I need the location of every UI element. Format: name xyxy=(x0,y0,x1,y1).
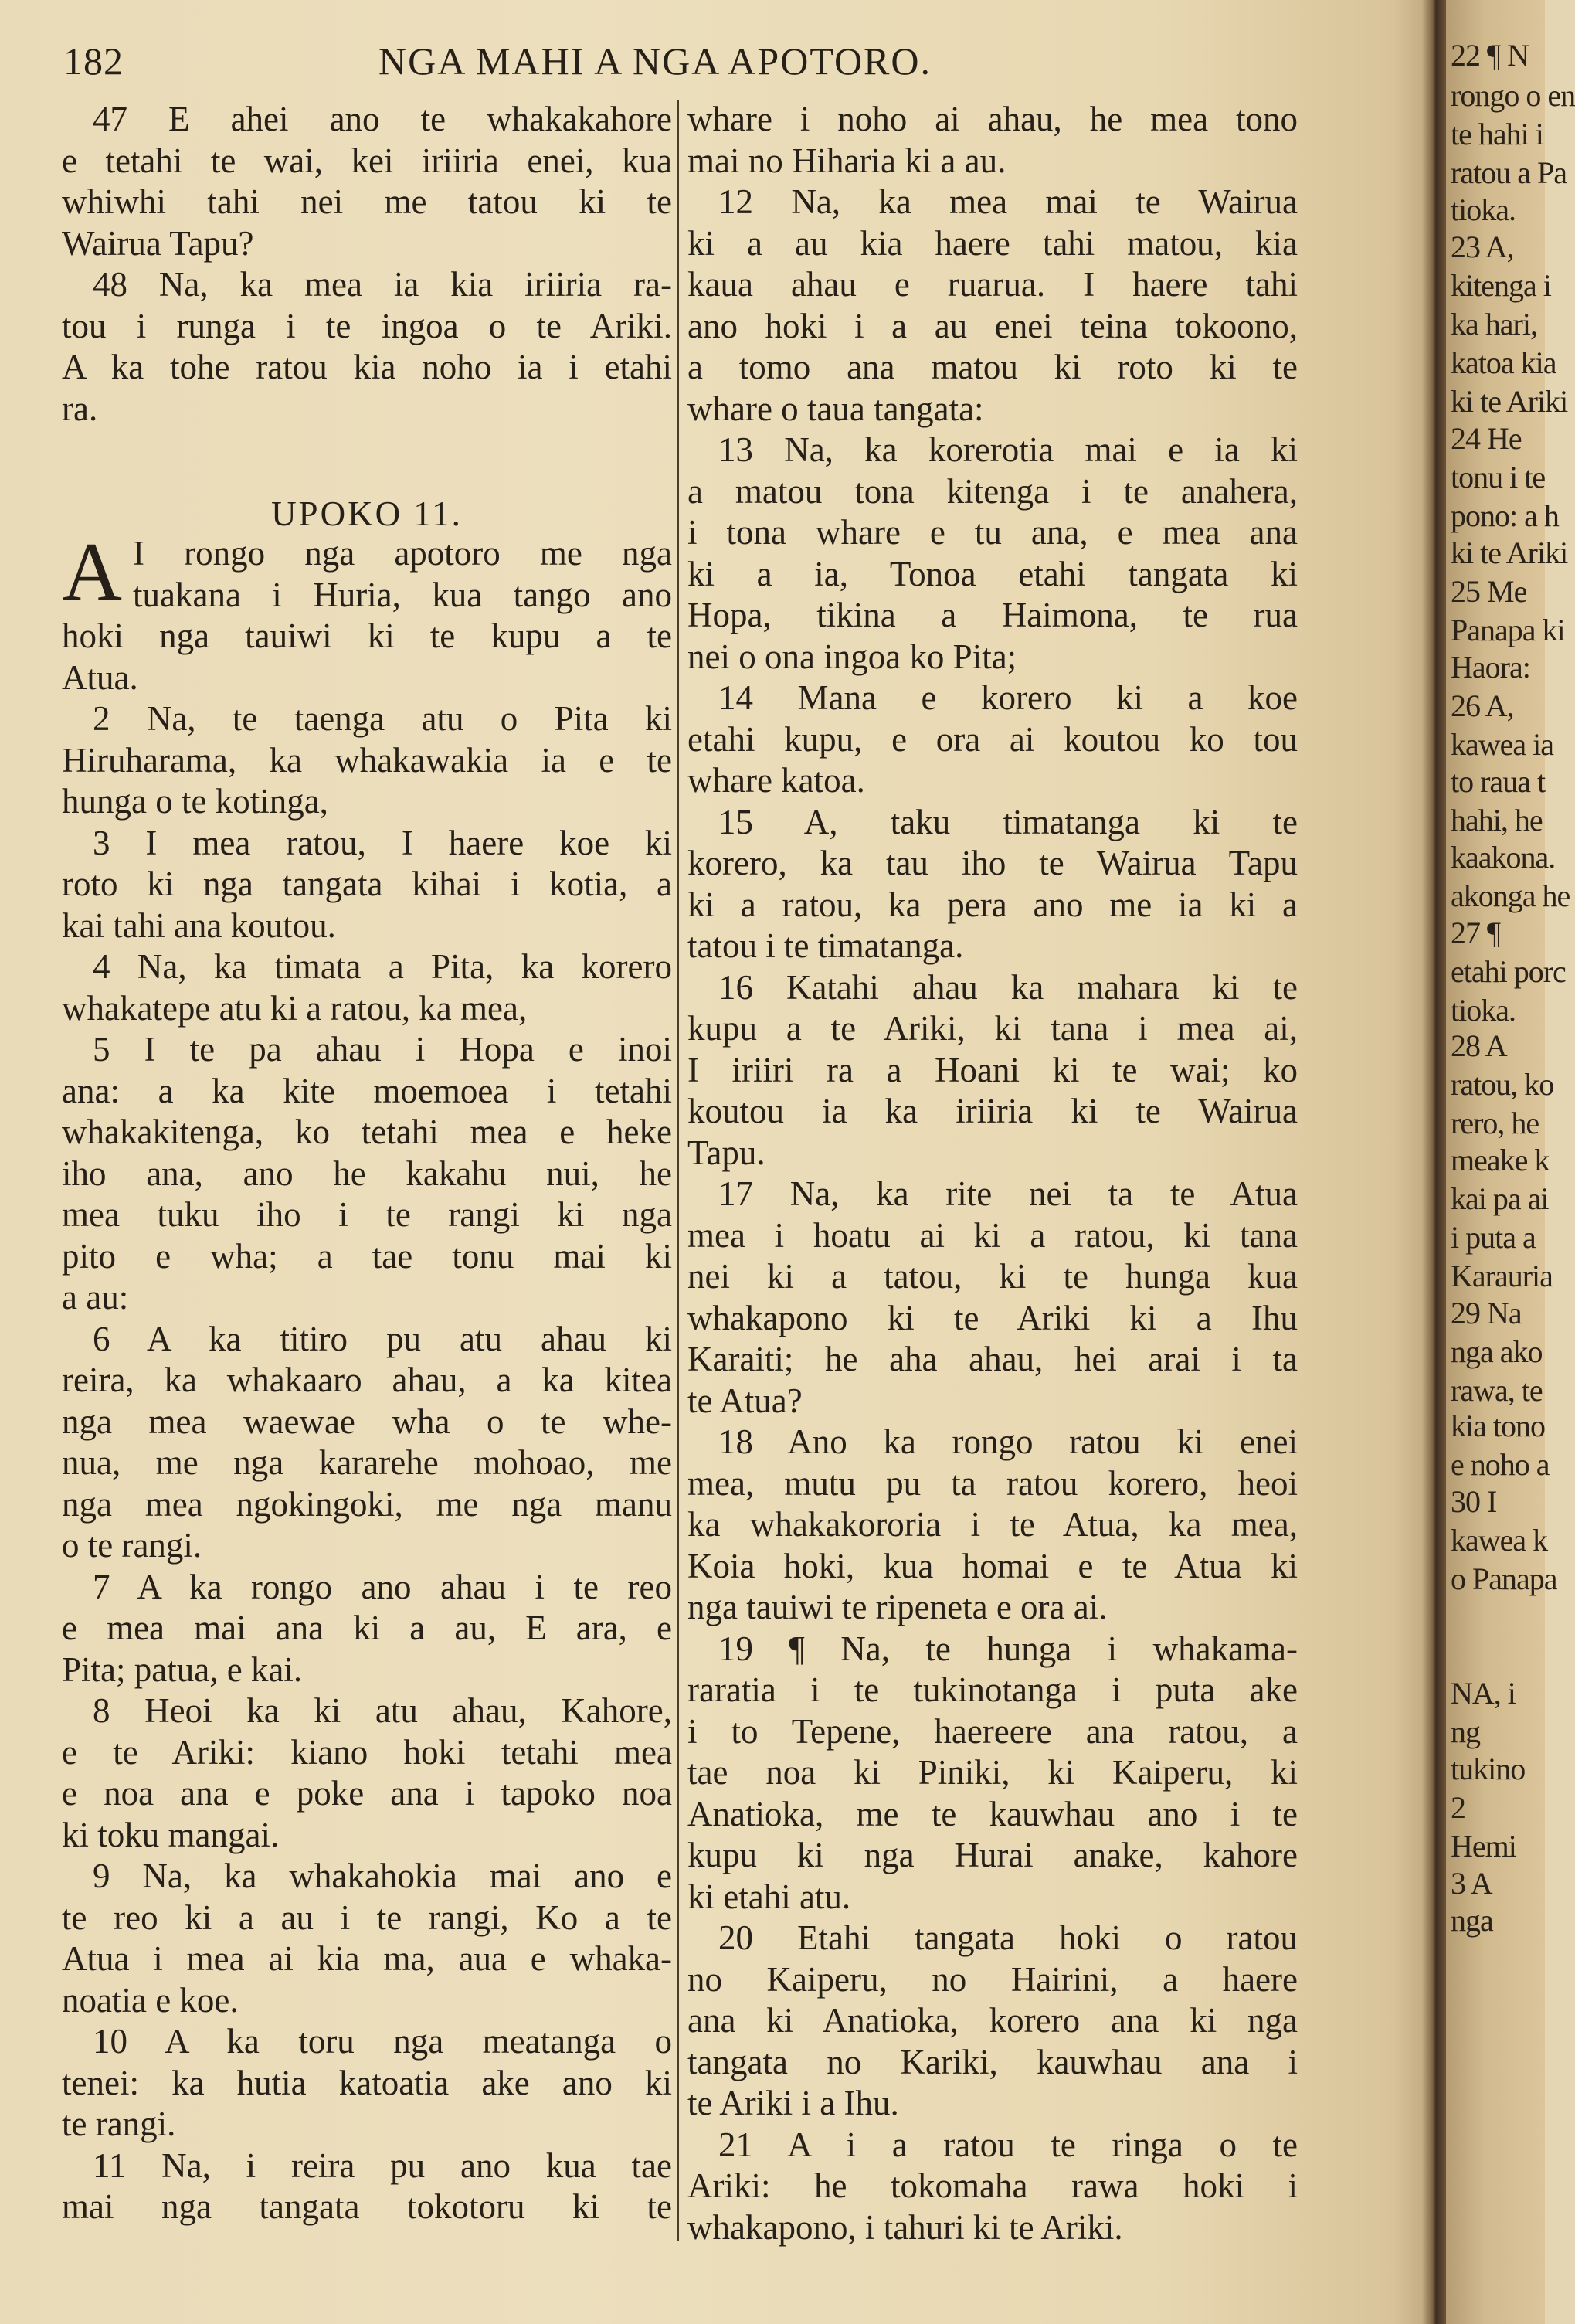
text-line: Tapu. xyxy=(687,1133,765,1172)
text-line: whakapono, i tahuri ki te Ariki. xyxy=(687,2207,1123,2247)
facing-page-text-line: 27 ¶ xyxy=(1451,916,1501,950)
facing-page-text-line: o Panapa xyxy=(1451,1561,1557,1596)
text-line: te Ariki i a Ihu. xyxy=(687,2084,899,2122)
text-line: a tomo ana matou ki roto ki te xyxy=(687,348,1298,386)
facing-page-text-line: tioka. xyxy=(1451,192,1516,227)
text-line: e te Ariki: kiano hoki tetahi mea xyxy=(62,1732,672,1772)
text-line: te Atua? xyxy=(687,1381,803,1420)
facing-page-text-line: 25 Me xyxy=(1451,574,1527,609)
facing-page-text-line: ng xyxy=(1451,1714,1480,1749)
facing-page-text-line: ratou a Pa xyxy=(1451,155,1567,190)
facing-page-text-line: etahi porc xyxy=(1451,954,1566,989)
facing-page-text-line: 22 ¶ N xyxy=(1451,38,1529,73)
text-line: nga mea ngokingoki, me nga manu xyxy=(62,1484,672,1524)
left-column xyxy=(62,99,672,2228)
text-line: i tona whare e tu ana, e mea ana xyxy=(687,513,1298,552)
column-divider xyxy=(677,100,679,2241)
facing-page-text-line: i puta a xyxy=(1451,1220,1536,1255)
facing-page-text-line: hahi, he xyxy=(1451,803,1543,838)
text-line: nei o ona ingoa ko Pita; xyxy=(687,637,1017,676)
text-line: Wairua Tapu? xyxy=(62,223,254,263)
text-line: te reo ki a au i te rangi, Ko a te xyxy=(62,1898,672,1937)
text-line: 5 I te pa ahau i Hopa e inoi xyxy=(93,1030,672,1069)
text-line: ana ki Anatioka, korero ana ki nga xyxy=(687,2001,1298,2040)
text-line: nga mea waewae wha o te whe- xyxy=(62,1402,672,1441)
text-line: whakakitenga, ko tetahi mea e heke xyxy=(62,1113,672,1151)
text-line: hoki nga tauiwi ki te kupu a te xyxy=(62,617,672,655)
text-line: whakapono ki te Ariki ki a Ihu xyxy=(687,1298,1298,1337)
facing-page-text-line: Hemi xyxy=(1451,1829,1516,1864)
text-line: tae noa ki Piniki, ki Kaiperu, ki xyxy=(687,1753,1298,1792)
text-line: e mea mai ana ki a au, E ara, e xyxy=(62,1609,672,1647)
text-line: ki etahi atu. xyxy=(687,1877,851,1916)
text-line: mea i hoatu ai ki a ratou, ki tana xyxy=(687,1215,1298,1255)
facing-page-text-line: nga ako xyxy=(1451,1334,1543,1369)
facing-page-text-line: kawea k xyxy=(1451,1523,1548,1558)
facing-page-text-line: ki te Ariki xyxy=(1451,384,1568,419)
text-line: o te rangi. xyxy=(62,1526,202,1565)
text-line: whare o taua tangata: xyxy=(687,389,984,428)
text-line: whakatepe atu ki a ratou, ka mea, xyxy=(62,988,528,1028)
text-line: tenei: ka hutia katoatia ake ano ki xyxy=(62,2063,672,2102)
text-line: mai no Hiharia ki a au. xyxy=(687,141,1006,180)
text-line: a au: xyxy=(62,1278,129,1317)
text-line: kaua ahau e ruarua. I haere tahi xyxy=(687,265,1298,304)
facing-page-text-line: 23 A, xyxy=(1451,229,1514,264)
facing-page-text-line: rawa, te xyxy=(1451,1373,1543,1408)
text-line: kupu a te Ariki, ki tana i mea ai, xyxy=(687,1009,1298,1048)
facing-page-text-line: ratou, ko xyxy=(1451,1067,1554,1102)
text-line: tou i runga i te ingoa o te Ariki. xyxy=(62,306,672,345)
text-line: raratia i te tukinotanga i puta ake xyxy=(687,1670,1298,1709)
text-line: kai tahi ana koutou. xyxy=(62,905,336,945)
facing-page-text-line: e noho a xyxy=(1451,1447,1550,1482)
text-line: 14 Mana e korero ki a koe xyxy=(718,678,1298,717)
text-line: 9 Na, ka whakahokia mai ano e xyxy=(93,1857,672,1895)
facing-page-text-line: kawea ia xyxy=(1451,727,1554,762)
text-line: mea, mutu pu ta ratou korero, heoi xyxy=(687,1463,1298,1503)
facing-page-text-line: katoa kia xyxy=(1451,345,1556,380)
text-line: I iriiri ra a Hoani ki te wai; ko xyxy=(687,1050,1298,1089)
facing-page-text-line: meake k xyxy=(1451,1143,1550,1177)
text-line: Atua i mea ai kia ma, aua e whaka- xyxy=(62,1939,672,1978)
text-line: hunga o te kotinga, xyxy=(62,782,328,821)
facing-page-text-line: nga xyxy=(1451,1903,1493,1938)
spacer xyxy=(62,430,672,471)
text-line: te rangi. xyxy=(62,2105,176,2143)
text-line: I rongo nga apotoro me nga xyxy=(133,534,672,573)
text-line: Hiruharama, ka whakawakia ia e te xyxy=(62,740,672,780)
text-line: Anatioka, me te kauwhau ano i te xyxy=(687,1794,1298,1833)
text-line: kupu ki nga Hurai anake, kahore xyxy=(687,1836,1298,1874)
facing-page-text-line: tukino xyxy=(1451,1751,1526,1786)
text-line: nga tauiwi te ripeneta e ora ai. xyxy=(687,1588,1108,1626)
text-line: i to Tepene, haereere ana ratou, a xyxy=(687,1711,1298,1751)
text-line: Ariki: he tokomaha rawa hoki i xyxy=(687,2166,1298,2205)
text-line: 12 Na, ka mea mai te Wairua xyxy=(718,182,1298,221)
text-line: ano hoki i a au enei teina tokoono, xyxy=(687,306,1298,345)
text-line: Koia hoki, kua homai e te Atua ki xyxy=(687,1546,1298,1585)
text-line: whiwhi tahi nei me tatou ki te xyxy=(62,182,672,221)
drop-cap: A xyxy=(62,526,122,618)
text-line: nei ki a tatou, ki te hunga kua xyxy=(687,1257,1298,1296)
facing-page-text-line: kitenga i xyxy=(1451,268,1551,303)
text-line: 10 A ka toru nga meatanga o xyxy=(93,2022,672,2061)
text-line: tatou i te timatanga. xyxy=(687,926,964,965)
facing-page-text-line: rongo o en xyxy=(1451,78,1575,113)
text-line: etahi kupu, e ora ai koutou ko tou xyxy=(687,719,1298,759)
text-line: whare katoa. xyxy=(687,761,865,800)
facing-page-text-line: akonga he xyxy=(1451,878,1570,913)
text-line: koutou ia ka iriiria ki te Wairua xyxy=(687,1092,1298,1130)
facing-page-text-line: kia tono xyxy=(1451,1408,1545,1443)
facing-page-text-line: kaakona. xyxy=(1451,840,1556,875)
page-number: 182 xyxy=(63,39,124,83)
text-line: 19 ¶ Na, te hunga i whakama- xyxy=(718,1629,1298,1668)
text-line: 15 A, taku timatanga ki te xyxy=(718,802,1298,841)
text-line: ki a au kia haere tahi matou, kia xyxy=(687,223,1298,263)
facing-page-text-line: pono: a h xyxy=(1451,498,1559,533)
text-line: ki a ia, Tonoa etahi tangata ki xyxy=(687,554,1298,593)
running-title: NGA MAHI A NGA APOTORO. xyxy=(378,39,932,83)
text-line: e tetahi te wai, kei iriiria enei, kua xyxy=(62,141,672,180)
text-line: mea tuku iho i te rangi ki nga xyxy=(62,1195,672,1234)
text-line: ra. xyxy=(62,389,98,428)
book-gutter xyxy=(1421,0,1446,2324)
facing-page-text-line: kai pa ai xyxy=(1451,1181,1549,1216)
text-line: nua, me nga kararehe mohoao, me xyxy=(62,1443,672,1482)
text-line: 16 Katahi ahau ka mahara ki te xyxy=(718,967,1298,1007)
text-line: ki toku mangai. xyxy=(62,1815,280,1854)
chapter-heading: UPOKO 11. xyxy=(271,494,463,533)
facing-page-text-line: te hahi i xyxy=(1451,117,1543,151)
text-line: noatia e koe. xyxy=(62,1980,239,2020)
text-line: ana: a ka kite moemoea i tetahi xyxy=(62,1071,672,1110)
text-line: tuakana i Huria, kua tango ano xyxy=(133,575,672,614)
text-line: tangata no Kariki, kauwhau ana i xyxy=(687,2042,1298,2081)
text-line: iho ana, ano he kakahu nui, he xyxy=(62,1154,672,1193)
facing-page-text-line: to raua t xyxy=(1451,764,1546,799)
text-line: no Kaiperu, no Hairini, a haere xyxy=(687,1959,1298,1999)
chapter-opening xyxy=(62,526,672,618)
text-line: Hopa, tikina a Haimona, te rua xyxy=(687,596,1298,634)
text-line: 4 Na, ka timata a Pita, ka korero xyxy=(93,947,672,986)
facing-page-text-line: tonu i te xyxy=(1451,460,1546,494)
text-line: 47 E ahei ano te whakakahore xyxy=(93,100,672,138)
page-header xyxy=(63,39,1299,93)
facing-page-text-line: Karauria xyxy=(1451,1259,1553,1293)
text-line: roto ki nga tangata kihai i kotia, a xyxy=(62,865,672,903)
text-line: mai nga tangata tokotoru ki te xyxy=(62,2187,672,2226)
text-line: 8 Heoi ka ki atu ahau, Kahore, xyxy=(93,1691,672,1730)
facing-page-text-line: ka hari, xyxy=(1451,307,1537,341)
text-line: 17 Na, ka rite nei ta te Atua xyxy=(718,1174,1298,1213)
text-line: 13 Na, ka korerotia mai e ia ki xyxy=(718,430,1298,469)
text-line: a matou tona kitenga i te anahera, xyxy=(687,471,1298,511)
text-line: 20 Etahi tangata hoki o ratou xyxy=(718,1918,1298,1957)
text-line: Pita; patua, e kai. xyxy=(62,1650,303,1689)
text-line: reira, ka whakaaro ahau, a ka kitea xyxy=(62,1361,672,1399)
text-line: Karaiti; he aha ahau, hei arai i ta xyxy=(687,1340,1298,1378)
text-line: e noa ana e poke ana i tapoko noa xyxy=(62,1774,672,1813)
facing-page-text-line: 26 A, xyxy=(1451,688,1514,723)
right-column xyxy=(687,99,1298,2248)
facing-page-text-line: NA, i xyxy=(1451,1676,1516,1711)
facing-page-text-line: Haora: xyxy=(1451,650,1530,685)
facing-page-text-line: 30 I xyxy=(1451,1484,1497,1519)
text-line: 2 Na, te taenga atu o Pita ki xyxy=(93,699,672,738)
text-line: 18 Ano ka rongo ratou ki enei xyxy=(718,1422,1298,1461)
text-line: pito e wha; a tae tonu mai ki xyxy=(62,1236,672,1276)
facing-page-edge xyxy=(1446,0,1575,2324)
text-line: 7 A ka rongo ano ahau i te reo xyxy=(93,1567,672,1606)
facing-page-text-line: 3 A xyxy=(1451,1866,1492,1901)
text-line: A ka tohe ratou kia noho ia i etahi xyxy=(62,348,672,386)
facing-page-text-line: Panapa ki xyxy=(1451,613,1565,647)
facing-page-text-line: tioka. xyxy=(1451,993,1516,1028)
text-line: 48 Na, ka mea ia kia iriiria ra- xyxy=(93,265,672,304)
text-line: ka whakakororia i te Atua, ka mea, xyxy=(687,1505,1298,1544)
text-line: 3 I mea ratou, I haere koe ki xyxy=(93,823,672,862)
text-line: 11 Na, i reira pu ano kua tae xyxy=(93,2146,672,2185)
facing-page-text-line: ki te Ariki xyxy=(1451,535,1568,570)
text-line: Atua. xyxy=(62,657,138,697)
text-line: 21 A i a ratou te ringa o te xyxy=(718,2125,1298,2164)
facing-page-text-line: 24 He xyxy=(1451,421,1522,456)
text-line: whare i noho ai ahau, he mea tono xyxy=(687,100,1298,138)
facing-page-text-line: 2 xyxy=(1451,1790,1465,1825)
text-line: korero, ka tau iho te Wairua Tapu xyxy=(687,844,1298,882)
facing-page-text-line: rero, he xyxy=(1451,1106,1539,1140)
facing-page-text-line: 29 Na xyxy=(1451,1296,1522,1330)
facing-page-text-line: 28 A xyxy=(1451,1028,1507,1063)
text-line: ki a ratou, ka pera ano me ia ki a xyxy=(687,885,1298,924)
text-line: 6 A ka titiro pu atu ahau ki xyxy=(93,1319,672,1358)
